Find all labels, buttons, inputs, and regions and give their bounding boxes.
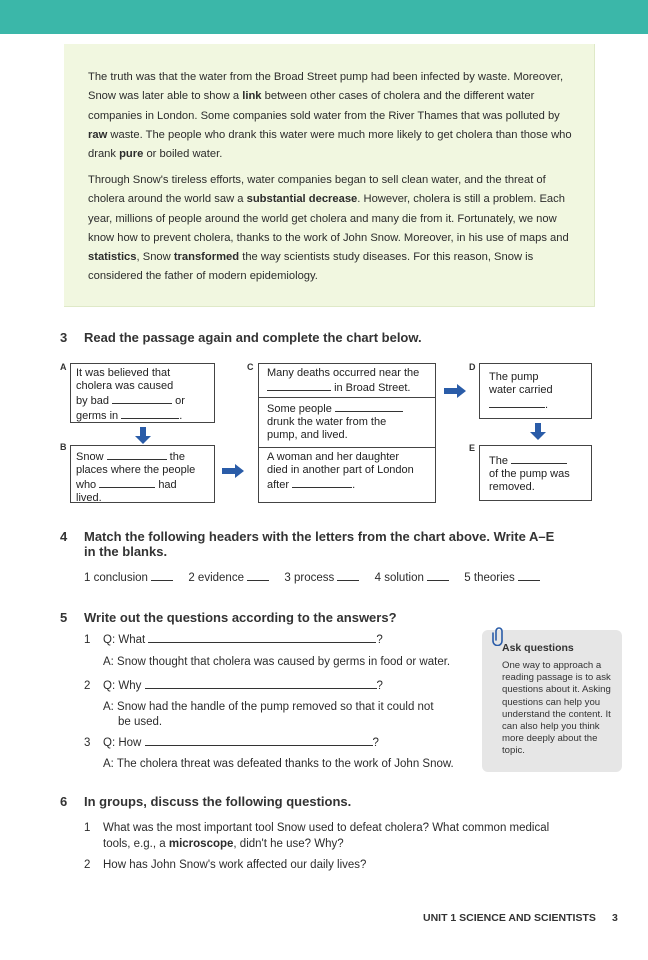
reading-passage-box [64,44,595,307]
chart-box-c-bottom: A woman and her daughter died in another part of London after . [267,451,414,491]
blank-conclusion[interactable] [151,570,173,581]
arrow-a-to-b [135,427,151,445]
blank-theories[interactable] [518,570,540,581]
blank-near-the[interactable] [267,380,331,391]
chart-box-c [258,363,436,503]
chart-letter-d: D [469,362,476,372]
reading-paragraph-1: The truth was that the water from the Broad Street pump had been infected by waste. Moreover, Snow was later able to show a link between other cases of cholera and the different water companies in London. Some companies sold water from the River Thames that was polluted by raw waste. The people who drank this water were much more likely to get cholera than those who drank pure or boiled water. [88,71,572,161]
paperclip-icon [492,626,506,646]
blank-water-carried[interactable] [489,397,545,408]
arrow-d-to-e [530,423,546,441]
question-3-heading: 3 Read the passage again and complete the chart below. [60,330,422,345]
q5-item-3-question: 3 Q: How ? [84,737,379,749]
question-4-heading: 4 Match the following headers with the letters from the chart above. Write A–E in the blanks. [60,529,555,559]
blank-evidence[interactable] [247,570,269,581]
ask-questions-tip-box [482,630,622,772]
chart-box-b: Snow the places where the people who had lived. [70,445,215,503]
blank-the[interactable] [511,453,567,464]
blank-process[interactable] [337,570,359,581]
q5-item-3-answer: A: The cholera threat was defeated thanks to the work of John Snow. [103,758,454,770]
q5-item-2-question: 2 Q: Why ? [84,680,383,692]
arrow-c-to-d [444,384,466,398]
tip-body: One way to approach a reading passage is to ask questions about it. Asking questions can help you understand the content. It can also help you think more deeply about the topic. [502,660,611,757]
chart-letter-a: A [60,362,67,372]
chart-letter-e: E [469,443,476,453]
blank-solution[interactable] [427,570,449,581]
q5-item-2-answer: A: Snow had the handle of the pump removed so that it could not be used. [103,701,434,728]
match-item-evidence: 2 evidence [188,572,269,584]
arrow-b-to-c [222,464,244,478]
chart-box-c-middle: Some people drunk the water from the pump, and lived. [259,398,435,448]
q6-item-2: 2 How has John Snow's work affected our daily lives? [84,859,367,871]
top-color-bar [0,0,648,34]
blank-q5-what[interactable] [148,632,376,643]
blank-q5-why[interactable] [145,678,377,689]
question-6-heading: 6 In groups, discuss the following questions. [60,794,352,809]
footer-unit-title: UNIT 1 SCIENCE AND SCIENTISTS [423,912,596,924]
match-headers-row [84,570,552,584]
match-item-conclusion: 1 conclusion [84,572,173,584]
chart-letter-c: C [247,362,254,372]
page-number: 3 [612,912,618,924]
chart-box-a: It was believed that cholera was caused by bad or germs in . [70,363,215,423]
question-5-heading: 5 Write out the questions according to the answers? [60,610,397,625]
chart-box-c-top: Many deaths occurred near the in Broad Street. [259,364,435,398]
q5-item-1-question: 1 Q: What ? [84,634,383,646]
blank-snow[interactable] [107,449,167,460]
match-item-solution: 4 solution [375,572,449,584]
reading-paragraph-2: Through Snow's tireless efforts, water companies began to sell clean water, and the threat of cholera around the world saw a substantial decrease. However, cholera is still a problem. Each year, millions of people around the world get cholera and many die from it. Fortunately, we now know how to prevent cholera, thanks to the work of John Snow. Moreover, in his use of maps and statistics, Snow transformed the way scientists study diseases. For this reason, Snow is considered the father of modern epidemiology. [88,174,569,283]
chart-letter-b: B [60,442,67,452]
match-item-theories: 5 theories [464,572,540,584]
blank-who[interactable] [99,477,155,488]
blank-bad[interactable] [112,393,172,404]
blank-q5-how[interactable] [145,735,373,746]
chart-box-d: The pump water carried . [479,363,592,419]
chart-box-e: The of the pump was removed. [479,445,592,501]
q5-item-1-answer: A: Snow thought that cholera was caused by germs in food or water. [103,656,451,668]
match-item-process: 3 process [284,572,359,584]
blank-after[interactable] [292,477,352,488]
q6-item-1: 1 What was the most important tool Snow used to defeat cholera? What common medical tools, e.g., a microscope, didn't he use? Why? [84,822,550,850]
tip-title: Ask questions [502,642,574,654]
blank-some-people[interactable] [335,401,403,412]
blank-germs-in[interactable] [121,408,179,419]
